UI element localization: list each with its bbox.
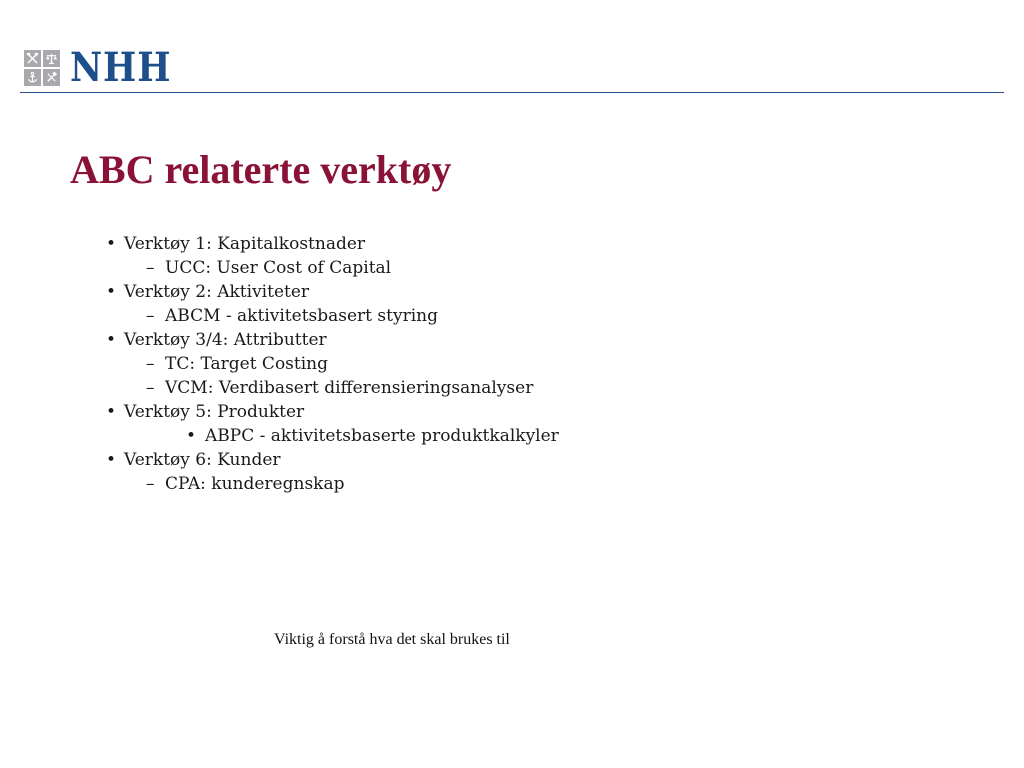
bullet-item xyxy=(106,400,559,424)
sub-bullet-text: TC: Target Costing xyxy=(165,354,329,374)
dash-marker: – xyxy=(146,378,155,398)
bullet-marker: • xyxy=(106,402,117,422)
bullet-text: Verktøy 2: Aktiviteter xyxy=(124,282,310,302)
bullet-marker: • xyxy=(106,450,117,470)
sub-bullet-item xyxy=(106,472,559,496)
bullet-marker: • xyxy=(186,426,197,446)
bullet-item xyxy=(106,328,559,352)
bullet-text: Verktøy 5: Produkter xyxy=(124,402,305,422)
bullet-item xyxy=(106,232,559,256)
bullet-marker: • xyxy=(106,282,117,302)
bullet-text: Verktøy 3/4: Attributter xyxy=(124,330,327,350)
bullet-marker: • xyxy=(106,330,117,350)
bullet-list xyxy=(106,232,559,496)
sub-bullet-item xyxy=(106,352,559,376)
bullet-item xyxy=(106,448,559,472)
sub-bullet-text: ABCM - aktivitetsbasert styring xyxy=(165,306,438,326)
bullet-marker: • xyxy=(106,234,117,254)
nhh-seal xyxy=(24,50,60,86)
anchor-icon xyxy=(24,69,41,86)
bullet-text: Verktøy 6: Kunder xyxy=(124,450,281,470)
scales-icon xyxy=(43,50,60,67)
sub-bullet-text: UCC: User Cost of Capital xyxy=(165,258,392,278)
sub-bullet-item xyxy=(106,304,559,328)
nhh-logo xyxy=(24,44,185,91)
footnote-text: Viktig å forstå hva det skal brukes til xyxy=(274,631,510,648)
slide-title: ABC relaterte verktøy xyxy=(70,147,452,192)
crossed-tools-icon xyxy=(24,50,41,67)
dash-marker: – xyxy=(146,306,155,326)
sub-bullet-text: VCM: Verdibasert differensieringsanalyser xyxy=(165,378,534,398)
sub-bullet-item xyxy=(106,376,559,400)
bullet-text: Verktøy 1: Kapitalkostnader xyxy=(124,234,366,254)
bullet-item xyxy=(106,280,559,304)
dash-marker: – xyxy=(146,474,155,494)
header-divider xyxy=(20,92,1004,93)
dash-marker: – xyxy=(146,258,155,278)
dash-marker: – xyxy=(146,354,155,374)
nhh-wordmark: NHH xyxy=(70,44,172,91)
sub-sub-bullet-item xyxy=(106,424,559,448)
hammer-icon xyxy=(43,69,60,86)
sub-bullet-item xyxy=(106,256,559,280)
sub-sub-bullet-text: ABPC - aktivitetsbaserte produktkalkyler xyxy=(205,426,559,446)
sub-bullet-text: CPA: kunderegnskap xyxy=(165,474,345,494)
